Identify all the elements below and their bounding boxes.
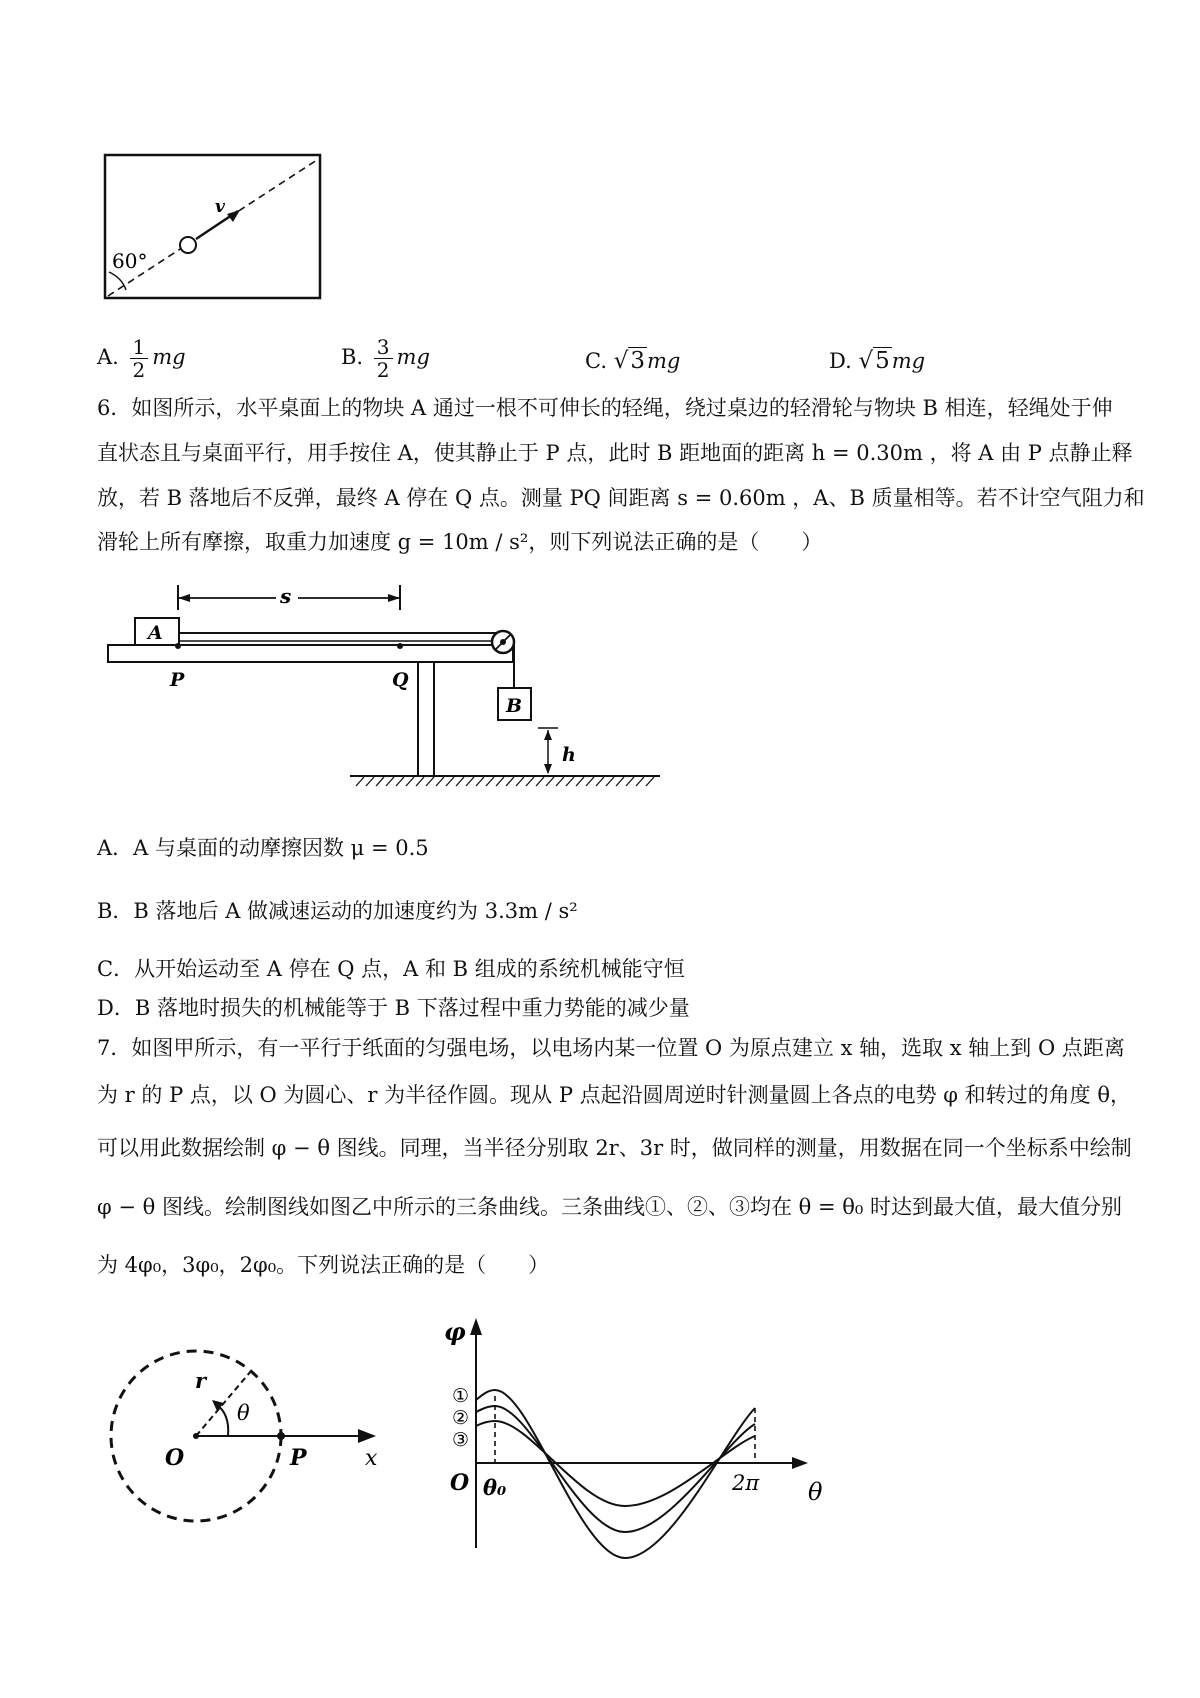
q7-line-2: 为 r 的 P 点，以 O 为圆心、r 为半径作圆。现从 P 点起沿圆周逆时针测量圆上各点的电势 φ 和转过的角度 θ，: [97, 1083, 1132, 1107]
fraction: [374, 336, 393, 381]
q7-x-label: x: [365, 1446, 378, 1471]
q6-option-b: B．B 落地后 A 做减速运动的加速度约为 3.3m / s²: [97, 899, 578, 923]
option-unit: mg: [646, 349, 681, 373]
q6-h-arrow-down: [544, 764, 552, 774]
q7-curve-2-label: ②: [452, 1407, 470, 1429]
numerator: 3: [374, 336, 393, 359]
q6-s-arrow-right: [388, 594, 400, 602]
option-unit: mg: [152, 345, 186, 369]
q6-h-arrow-up: [544, 730, 552, 740]
q6-q-label: Q: [392, 669, 409, 691]
option-letter: A.: [97, 345, 119, 369]
radicand: 5: [875, 348, 890, 374]
denominator: 2: [132, 358, 146, 382]
q6-p-label: P: [170, 669, 185, 691]
q7-theta-arrowhead: [792, 1457, 808, 1469]
q7-line-3: 可以用此数据绘制 φ − θ 图线。同理，当半径分别取 2r、3r 时，做同样的测量，用数据在同一个坐标系中绘制: [97, 1136, 1132, 1160]
q7-line-4: φ − θ 图线。绘制图线如图乙中所示的三条曲线。三条曲线①、②、③均在 θ = θ₀ 时达到最大值，最大值分别: [97, 1195, 1122, 1219]
q7-curve-1-label: ①: [452, 1385, 470, 1407]
q6-block-b-label: B: [506, 695, 523, 717]
q7-figure-jia: [100, 1340, 400, 1540]
q7-o-label: O: [165, 1445, 185, 1471]
q7-phi-label: φ: [444, 1317, 466, 1346]
q5-angle-arc: [109, 272, 126, 290]
q7-twopi-label: 2π: [732, 1471, 760, 1495]
q7-line-1: 7．如图甲所示，有一平行于纸面的匀强电场，以电场内某一位置 O 为原点建立 x 轴，选取 x 轴上到 O 点距离: [97, 1036, 1125, 1060]
q7-theta-axis-label: θ: [808, 1478, 823, 1506]
q7-phi-arrowhead: [470, 1318, 482, 1335]
q7-theta0-label: θ₀: [483, 1475, 507, 1500]
q5-velocity-arrowhead: [227, 210, 240, 222]
square-root: √5: [858, 348, 890, 374]
denominator: 2: [376, 358, 390, 382]
q7-theta-label: θ: [237, 1401, 250, 1425]
q7-point-p: [277, 1432, 285, 1440]
q6-point-p: [175, 643, 181, 649]
q5-option-c: [585, 348, 680, 374]
q6-line-2: 直状态且与桌面平行，用手按住 A，使其静止于 P 点，此时 B 距地面的距离 h = 0.30m ，将 A 由 P 点静止释: [97, 441, 1133, 465]
option-letter: C.: [585, 349, 607, 373]
q7-r-label: r: [195, 1368, 207, 1393]
q6-option-c: C．从开始运动至 A 停在 Q 点，A 和 B 组成的系统机械能守恒: [97, 957, 685, 981]
q7-curve-3-label: ③: [452, 1429, 470, 1451]
square-root: √3: [613, 348, 645, 374]
option-unit: mg: [891, 349, 926, 373]
radicand: 3: [630, 348, 645, 374]
q7-origin-point: [193, 1433, 199, 1439]
q6-point-q: [397, 643, 403, 649]
q6-figure: [100, 580, 670, 805]
q6-option-a: A．A 与桌面的动摩擦因数 μ = 0.5: [97, 836, 429, 860]
q5-option-b: [341, 336, 430, 381]
q6-line-3: 放，若 B 落地后不反弹，最终 A 停在 Q 点。测量 PQ 间距离 s = 0.60m ，A、B 质量相等。若不计空气阻力和: [97, 486, 1145, 510]
q5-option-d: [829, 348, 925, 374]
q7-p-label: P: [290, 1445, 307, 1471]
q5-ball: [180, 237, 196, 253]
q7-figure-yi: [440, 1310, 840, 1560]
q6-ground-hatching: [356, 777, 654, 786]
q5-angle-label: 60°: [112, 249, 148, 273]
q6-table-top: [108, 645, 513, 662]
q6-line-4: 滑轮上所有摩擦，取重力加速度 g = 10m / s²，则下列说法正确的是（ ）: [97, 530, 823, 554]
q7-line-5: 为 4φ₀，3φ₀，2φ₀。下列说法正确的是（ ）: [97, 1253, 550, 1277]
option-unit: mg: [396, 345, 430, 369]
option-letter: D.: [829, 349, 852, 373]
q5-velocity-label: v: [215, 197, 225, 217]
q7-yi-o-label: O: [450, 1470, 470, 1496]
q5-figure: [100, 150, 330, 305]
q7-curve-1: [476, 1390, 755, 1558]
q6-block-a-label: A: [148, 622, 163, 644]
q6-option-d: D．B 落地时损失的机械能等于 B 下落过程中重力势能的减少量: [97, 996, 690, 1020]
q6-h-label: h: [562, 744, 576, 766]
q6-s-label: s: [280, 584, 292, 608]
q7-x-arrowhead: [358, 1429, 376, 1443]
option-letter: B.: [341, 345, 364, 369]
fraction: [130, 336, 149, 381]
numerator: 1: [130, 336, 149, 359]
q6-s-arrow-left: [178, 594, 190, 602]
q6-line-1: 6．如图所示，水平桌面上的物块 A 通过一根不可伸长的轻绳，绕过桌边的轻滑轮与物块 B 相连，轻绳处于伸: [97, 396, 1113, 420]
q5-option-a: [97, 336, 186, 381]
